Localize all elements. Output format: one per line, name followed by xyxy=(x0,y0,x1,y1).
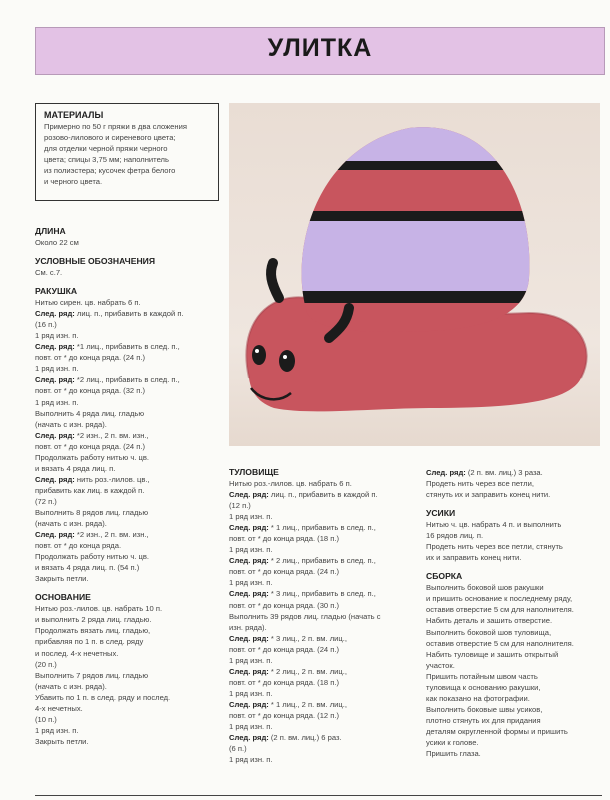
row-label: След. ряд: xyxy=(35,430,75,440)
row-label: След. ряд: xyxy=(35,342,75,352)
instruction-line xyxy=(426,693,606,704)
instruction-text: * 1 лиц., 2 п. вм. лиц., xyxy=(268,699,347,709)
instruction-line xyxy=(426,748,606,759)
instruction-line xyxy=(35,529,225,540)
length-text: Около 22 см xyxy=(35,238,79,247)
row-label: След. ряд: xyxy=(229,490,269,500)
instruction-line xyxy=(426,737,606,748)
instruction-text: 1 ряд изн. п. xyxy=(229,755,273,765)
instruction-line xyxy=(35,408,225,419)
row-label: След. ряд: xyxy=(35,309,75,319)
length-heading: ДЛИНА xyxy=(35,226,66,236)
column-right xyxy=(426,467,606,759)
instruction-line xyxy=(229,577,419,588)
instruction-text: Нитью роз.-лилов. цв. набрать 6 п. xyxy=(229,479,352,488)
row-label: След. ряд: xyxy=(229,733,269,743)
instruction-line xyxy=(35,659,225,670)
base-heading: ОСНОВАНИЕ xyxy=(35,592,91,603)
instruction-text: стянуть их и заправить конец нити. xyxy=(426,490,551,500)
instruction-line xyxy=(229,721,419,732)
instruction-line xyxy=(426,726,606,737)
instruction-line xyxy=(229,611,419,622)
instruction-text: (начать с изн. ряда). xyxy=(35,519,107,529)
symbols-text: См. с.7. xyxy=(35,268,63,278)
instruction-text: Набить туловище и зашить открытый xyxy=(426,649,559,659)
instruction-text: 1 ряд изн. п. xyxy=(229,722,273,732)
materials-line: цвета; спицы 3,75 мм; наполнитель xyxy=(44,155,169,165)
instruction-text: усики к голове. xyxy=(426,737,479,747)
assembly-instructions xyxy=(426,582,606,759)
instruction-line xyxy=(229,754,419,765)
snail-photo xyxy=(229,103,600,446)
instruction-line xyxy=(229,533,419,544)
instruction-line xyxy=(229,644,419,655)
instruction-text: * 2 лиц., 2 п. вм. лиц., xyxy=(268,666,347,676)
body-heading: ТУЛОВИЩЕ xyxy=(229,467,279,477)
instruction-line xyxy=(229,544,419,555)
instruction-text: туловища к основанию ракушки, xyxy=(426,682,541,692)
instruction-line xyxy=(229,677,419,688)
row-label: След. ряд: xyxy=(35,530,75,540)
instruction-text: и вязать 4 ряда лиц. п. (54 п.) xyxy=(35,563,140,573)
instruction-text: * 2 лиц., прибавить в след. п., xyxy=(268,556,376,566)
instruction-line xyxy=(426,649,606,660)
instruction-line xyxy=(426,627,606,638)
instruction-text: (16 п.) xyxy=(35,320,57,330)
instruction-text: Продеть нить через все петли, xyxy=(426,479,534,489)
instruction-text: плотно стянуть их для придания xyxy=(426,715,541,725)
instruction-text: прибавить как лиц. в каждой п. xyxy=(35,485,145,495)
instruction-line xyxy=(35,496,225,507)
instruction-text: Выполнить боковые швы усиков, xyxy=(426,704,543,714)
instruction-text: Выполнить 8 рядов лиц. гладью xyxy=(35,507,149,517)
instruction-text: и послед. 4-х нечетных. xyxy=(35,648,119,658)
instruction-text: повт. от * до конца ряда. (18 п.) xyxy=(229,534,339,544)
instruction-text: Убавить по 1 п. в след. ряду и послед. xyxy=(35,692,171,702)
instruction-text: (10 п.) xyxy=(35,714,57,724)
instruction-line xyxy=(35,397,225,408)
instruction-line xyxy=(229,688,419,699)
instruction-text: Набить деталь и зашить отверстие. xyxy=(426,616,553,626)
instruction-text: изн. ряда). xyxy=(229,622,267,632)
instruction-line xyxy=(35,485,225,496)
instruction-line xyxy=(35,736,225,747)
instruction-line xyxy=(229,500,419,511)
body-instructions xyxy=(229,478,419,765)
instruction-line xyxy=(35,625,225,636)
instruction-text: нить роз.-лилов. цв., xyxy=(74,474,150,484)
instruction-line xyxy=(35,507,225,518)
instruction-text: повт. от * до конца ряда. (24 п.) xyxy=(229,567,339,577)
instruction-text: лиц. п., прибавить в каждой п. xyxy=(74,309,184,319)
instruction-text: *2 изн., 2 п. вм. изн., xyxy=(74,530,149,540)
instruction-text: Продолжать работу нитью ч. цв. xyxy=(35,552,150,562)
instruction-text: (2 п. вм. лиц.) 3 раза. xyxy=(465,468,543,477)
instruction-line xyxy=(229,699,419,710)
instruction-text: повт. от * до конца ряда. (24 п.) xyxy=(229,644,339,654)
instruction-line xyxy=(426,704,606,715)
instruction-text: Выполнить 39 рядов лиц. гладью (начать с xyxy=(229,611,381,621)
row-label: След. ряд: xyxy=(229,556,269,566)
materials-heading: МАТЕРИАЛЫ xyxy=(44,110,104,120)
instruction-line xyxy=(35,430,225,441)
instruction-line xyxy=(426,638,606,649)
instruction-text: (72 п.) xyxy=(35,496,57,506)
row-label: След. ряд: xyxy=(229,666,269,676)
instruction-line xyxy=(35,341,225,352)
base-instructions xyxy=(35,603,225,747)
instruction-line xyxy=(229,732,419,743)
materials-box xyxy=(35,103,219,201)
instruction-line xyxy=(35,419,225,430)
instruction-line xyxy=(35,518,225,529)
instruction-text: (2 п. вм. лиц.) 6 раз. xyxy=(268,733,342,743)
instruction-text: участок. xyxy=(426,660,455,670)
instruction-text: Выполнить 7 рядов лиц. гладью xyxy=(35,670,149,680)
instruction-text: и вязать 4 ряда лиц. п. xyxy=(35,463,116,473)
instruction-line xyxy=(35,374,225,385)
instruction-line xyxy=(35,463,225,474)
row-label: След. ряд: xyxy=(229,589,269,599)
instruction-line xyxy=(35,441,225,452)
instruction-line xyxy=(426,541,606,552)
instruction-text: прибавляя по 1 п. в след. ряду xyxy=(35,637,144,647)
instruction-line xyxy=(35,330,225,341)
instruction-text: (20 п.) xyxy=(35,659,57,669)
materials-line: Примерно по 50 г пряжи в два сложения xyxy=(44,122,187,131)
instruction-text: как показано на фотографии. xyxy=(426,693,530,703)
instruction-text: *2 изн., 2 п. вм. изн., xyxy=(74,430,149,440)
instruction-text: 1 ряд изн. п. xyxy=(229,545,273,555)
instruction-text: Продолжать вязать лиц. гладью, xyxy=(35,626,151,636)
instruction-line xyxy=(229,710,419,721)
instruction-text: Нитью роз.-лилов. цв. набрать 10 п. xyxy=(35,604,163,614)
antennae-heading: УСИКИ xyxy=(426,508,456,519)
instruction-line xyxy=(229,522,419,533)
instruction-text: деталям округленной формы и пришить xyxy=(426,726,568,736)
instruction-text: (начать с изн. ряда). xyxy=(35,681,107,691)
instruction-line xyxy=(35,573,225,584)
instruction-text: 16 рядов лиц. п. xyxy=(426,531,484,541)
instruction-text: 1 ряд изн. п. xyxy=(229,578,273,588)
instruction-text: Пришить потайным швом часть xyxy=(426,671,538,681)
instruction-text: 1 ряд изн. п. xyxy=(229,688,273,698)
instruction-text: Выполнить 4 ряда лиц. гладью xyxy=(35,408,145,418)
row-label: След. ряд: xyxy=(229,523,269,533)
instruction-line xyxy=(35,681,225,692)
instruction-line xyxy=(426,478,606,489)
instruction-text: их и заправить конец нити. xyxy=(426,553,522,563)
instruction-line xyxy=(426,660,606,671)
instruction-text: Нитью сирен. цв. набрать 6 п. xyxy=(35,298,141,308)
instruction-text: (12 п.) xyxy=(229,501,251,511)
instruction-text: 1 ряд изн. п. xyxy=(35,331,79,341)
instruction-text: * 3 лиц., 2 п. вм. лиц., xyxy=(268,633,347,643)
instruction-line xyxy=(229,600,419,611)
instruction-text: повт. от * до конца ряда. (24 п.) xyxy=(35,353,145,363)
instruction-text: лиц. п., прибавить в каждой п. xyxy=(268,490,378,500)
instruction-line xyxy=(35,725,225,736)
instruction-text: Нитью ч. цв. набрать 4 п. и выполнить xyxy=(426,520,562,530)
instruction-line xyxy=(35,385,225,396)
instruction-text: Закрыть петли. xyxy=(35,574,89,584)
instruction-line xyxy=(35,670,225,681)
instruction-text: Продолжать работу нитью ч. цв. xyxy=(35,452,150,462)
bottom-rule xyxy=(35,795,602,796)
instruction-text: повт. от * до конца ряда. xyxy=(35,541,122,551)
shell-instructions xyxy=(35,297,225,584)
instruction-text: 1 ряд изн. п. xyxy=(35,364,79,374)
page-title: УЛИТКА xyxy=(267,34,373,62)
instruction-line xyxy=(229,743,419,754)
instruction-line xyxy=(426,552,606,563)
instruction-text: *2 лиц., прибавить в след. п., xyxy=(74,375,180,385)
materials-line: для отделки черной пряжи черного xyxy=(44,144,168,154)
title-band xyxy=(35,27,605,75)
instruction-line xyxy=(35,474,225,485)
instruction-text: 1 ряд изн. п. xyxy=(229,655,273,665)
instruction-text: повт. от * до конца ряда. (12 п.) xyxy=(229,710,339,720)
instruction-text: * 1 лиц., прибавить в след. п., xyxy=(268,523,376,533)
instruction-line xyxy=(229,566,419,577)
instruction-line xyxy=(426,593,606,604)
instruction-line xyxy=(426,715,606,726)
instruction-text: 1 ряд изн. п. xyxy=(35,397,79,407)
instruction-text: 1 ряд изн. п. xyxy=(35,725,79,735)
shell-heading: РАКУШКА xyxy=(35,286,78,297)
instruction-line xyxy=(35,614,225,625)
instruction-line xyxy=(35,452,225,463)
row-label: След. ряд: xyxy=(229,699,269,709)
instruction-line xyxy=(426,615,606,626)
instruction-line xyxy=(229,655,419,666)
instruction-line xyxy=(35,319,225,330)
instruction-text: повт. от * до конца ряда. (24 п.) xyxy=(35,441,145,451)
instruction-text: (6 п.) xyxy=(229,744,247,754)
instruction-line xyxy=(35,692,225,703)
instruction-line xyxy=(35,363,225,374)
instruction-text: Закрыть петли. xyxy=(35,736,89,746)
assembly-heading: СБОРКА xyxy=(426,571,463,582)
materials-text xyxy=(44,121,210,188)
instruction-text: оставив отверстие 5 см для наполнителя. xyxy=(426,605,574,615)
materials-line: розово-лилового и сиреневого цвета; xyxy=(44,133,176,143)
instruction-line xyxy=(229,511,419,522)
instruction-line xyxy=(229,666,419,677)
row-label: След. ряд: xyxy=(35,474,75,484)
instruction-text: и пришить основание к последнему ряду, xyxy=(426,594,573,604)
instruction-line xyxy=(229,555,419,566)
instruction-text: 1 ряд изн. п. xyxy=(229,512,273,522)
instruction-text: Выполнить боковой шов туловища, xyxy=(426,627,552,637)
instruction-text: Выполнить боковой шов ракушки xyxy=(426,583,544,593)
instruction-line xyxy=(35,714,225,725)
instruction-line xyxy=(426,467,606,478)
instruction-line xyxy=(35,540,225,551)
materials-line: из полиэстера; кусочек фетра белого xyxy=(44,166,176,176)
instruction-text: *1 лиц., прибавить в след. п., xyxy=(74,342,180,352)
instruction-line xyxy=(35,703,225,714)
instruction-line xyxy=(35,648,225,659)
symbols-heading: УСЛОВНЫЕ ОБОЗНАЧЕНИЯ xyxy=(35,256,156,267)
instruction-line xyxy=(35,551,225,562)
instruction-line xyxy=(35,636,225,647)
instruction-line xyxy=(35,603,225,614)
instruction-line xyxy=(229,478,419,489)
instruction-text: * 3 лиц., прибавить в след. п., xyxy=(268,589,376,599)
materials-line: и черного цвета. xyxy=(44,177,103,187)
instruction-text: повт. от * до конца ряда. (18 п.) xyxy=(229,677,339,687)
instruction-line xyxy=(35,562,225,573)
instruction-line xyxy=(229,622,419,633)
instruction-text: оставив отверстие 5 см для наполнителя. xyxy=(426,638,574,648)
instruction-line xyxy=(426,682,606,693)
instruction-text: повт. от * до конца ряда. (32 п.) xyxy=(35,386,145,396)
instruction-line xyxy=(229,588,419,599)
instruction-text: Продеть нить через все петли, стянуть xyxy=(426,542,563,552)
instruction-line xyxy=(426,671,606,682)
instruction-text: (начать с изн. ряда). xyxy=(35,419,107,429)
instruction-line xyxy=(35,352,225,363)
column-left xyxy=(35,226,225,747)
finishing-instructions xyxy=(426,467,606,500)
instruction-line xyxy=(426,604,606,615)
row-label: След. ряд: xyxy=(426,468,466,477)
column-middle xyxy=(229,467,419,765)
row-label: След. ряд: xyxy=(229,633,269,643)
instruction-line xyxy=(426,489,606,500)
instruction-text: 4-х нечетных. xyxy=(35,703,83,713)
instruction-line xyxy=(35,297,225,308)
instruction-line xyxy=(35,308,225,319)
instruction-text: повт. от * до конца ряда. (30 п.) xyxy=(229,600,339,610)
instruction-text: и выполнить 2 ряда лиц. гладью. xyxy=(35,615,152,625)
instruction-line xyxy=(426,530,606,541)
instruction-line xyxy=(229,489,419,500)
instruction-line xyxy=(426,519,606,530)
instruction-text: Пришить глаза. xyxy=(426,749,481,759)
instruction-line xyxy=(426,582,606,593)
instruction-line xyxy=(229,633,419,644)
row-label: След. ряд: xyxy=(35,375,75,385)
antennae-instructions xyxy=(426,519,606,563)
